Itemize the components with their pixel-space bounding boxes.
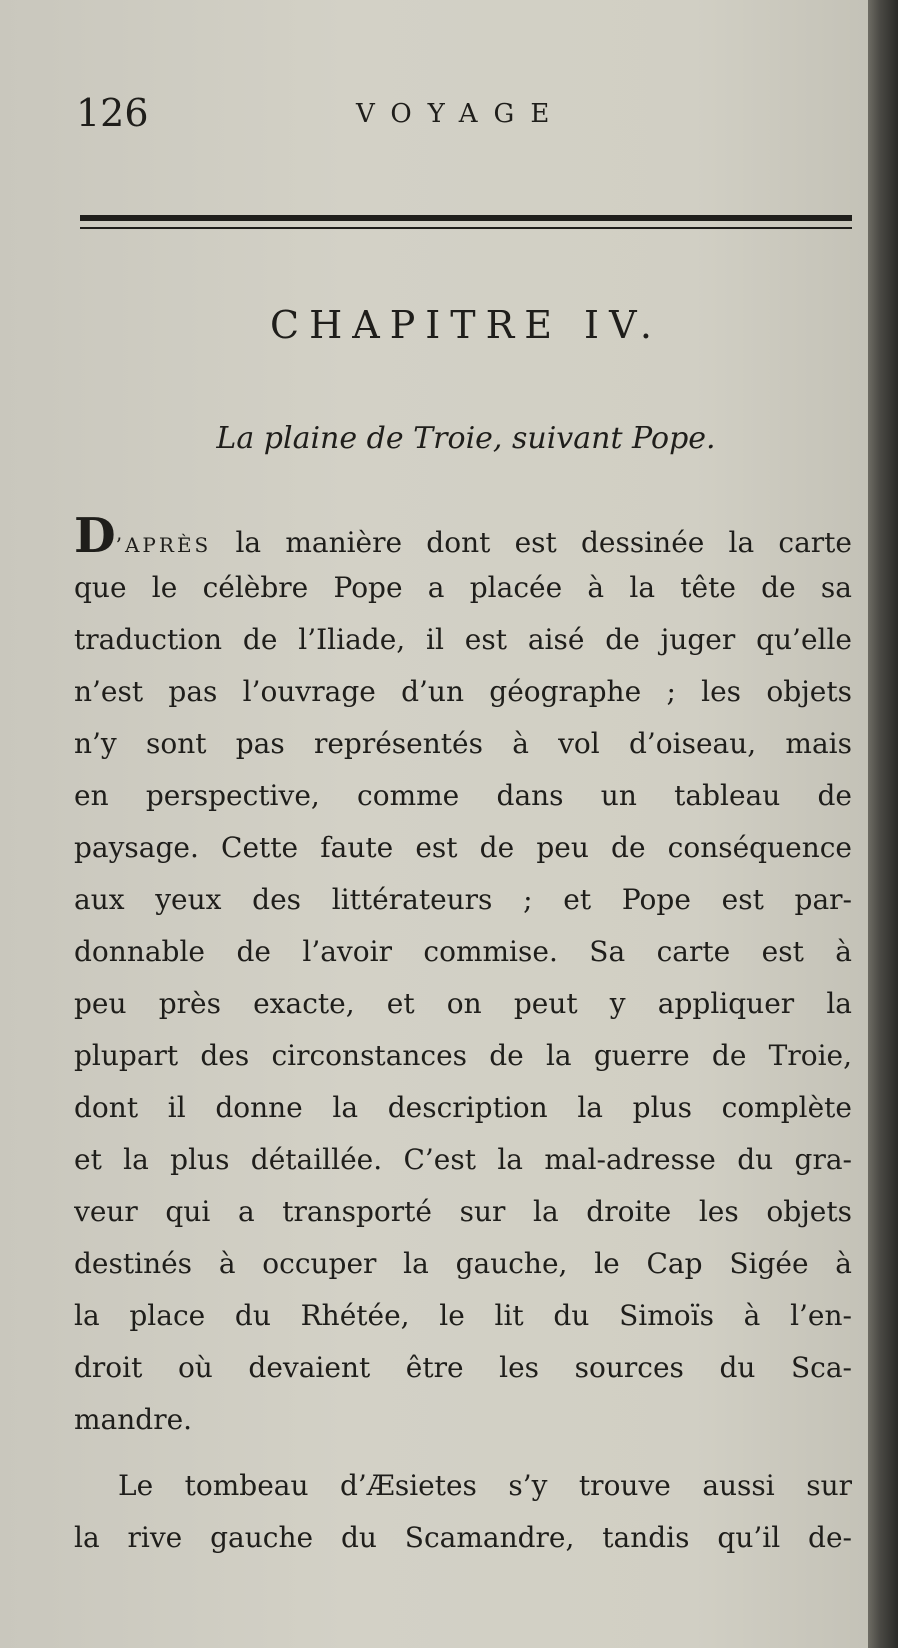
text-line: en perspective, comme dans un tableau de [74,779,852,812]
drop-cap: D [74,510,116,562]
text-line: mandre. [74,1403,193,1436]
text-line: paysage. Cette faute est de peu de conséquence [74,831,852,864]
text-line: aux yeux des littérateurs ; et Pope est par- [74,883,852,916]
chapter-heading: CHAPITRE IV. [270,303,662,347]
running-title: VOYAGE [356,99,566,129]
text-line: la rive gauche du Scamandre, tandis qu’il de- [74,1521,852,1554]
text-line: peu près exacte, et on peut y appliquer la [74,987,852,1020]
header-rule-thin [80,227,852,229]
paragraph-gap [74,1446,852,1460]
text-line: Le tombeau d’Æsietes s’y trouve aussi sur [118,1469,852,1502]
text-line: et la plus détaillée. C’est la mal-adresse du gra- [74,1143,852,1176]
text-line: donnable de l’avoir commise. Sa carte est à [74,935,852,968]
page-edge-shadow [868,0,898,1648]
body-text [74,510,852,1564]
chapter-subtitle: La plaine de Troie, suivant Pope. [216,421,716,456]
text-line: que le célèbre Pope a placée à la tête de sa [74,571,852,604]
text-line: n’y sont pas représentés à vol d’oiseau, mais [74,727,852,760]
page-number: 126 [76,91,149,135]
text-line: la place du Rhétée, le lit du Simoïs à l’en- [74,1299,852,1332]
text-line: plupart des circonstances de la guerre de Troie, [74,1039,852,1072]
small-caps-word: ’APRÈS [115,533,212,557]
header-rule-thick [80,215,852,221]
text-line-1 [74,510,852,562]
text-line: droit où devaient être les sources du Sca- [74,1351,852,1384]
text-line: destinés à occuper la gauche, le Cap Sigée à [74,1247,852,1280]
text-line: n’est pas l’ouvrage d’un géographe ; les objets [74,675,852,708]
text-line-1-rest: la manière dont est dessinée la carte [211,526,852,559]
text-line: dont il donne la description la plus complète [74,1091,852,1124]
text-line: veur qui a transporté sur la droite les objets [74,1195,852,1228]
running-head [76,88,852,138]
text-line: traduction de l’Iliade, il est aisé de juger qu’elle [74,623,852,656]
